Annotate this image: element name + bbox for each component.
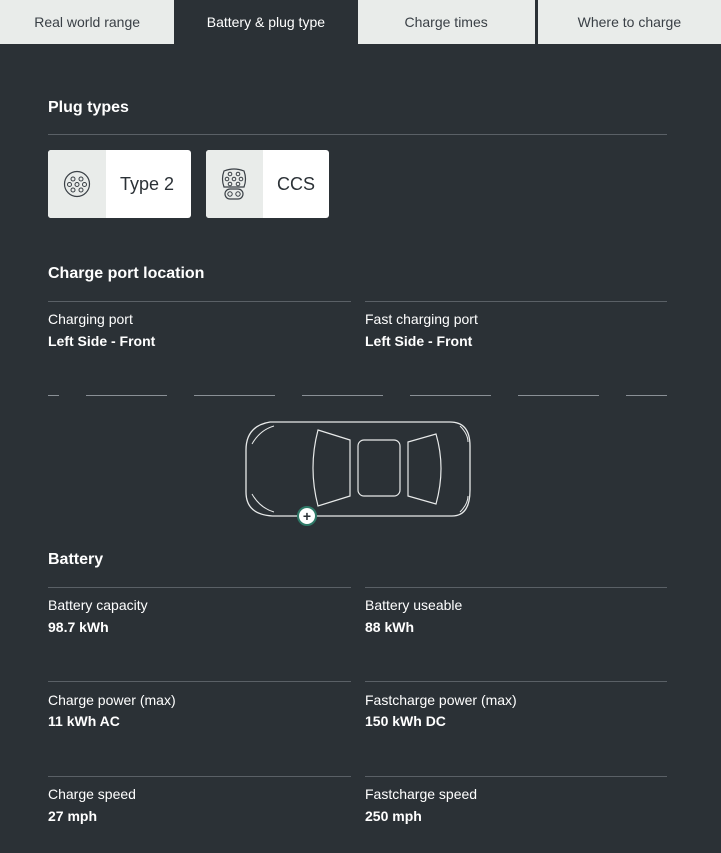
charge-port-marker-symbol: + — [302, 508, 312, 524]
divider — [48, 776, 351, 777]
charging-port-value: Left Side - Front — [48, 333, 156, 349]
battery-useable-label: Battery useable — [365, 597, 463, 613]
charge-power-value: 11 kWh AC — [48, 713, 120, 729]
tab-real-world-range[interactable]: Real world range — [0, 0, 174, 44]
plug-types-title: Plug types — [48, 99, 129, 116]
fastcharge-power-label: Fastcharge power (max) — [365, 692, 517, 708]
divider — [365, 776, 667, 777]
dash-segment — [518, 395, 599, 396]
fast-charging-port-label: Fast charging port — [365, 311, 478, 327]
car-top-view-diagram — [240, 416, 480, 536]
plug-label: CCS — [276, 173, 315, 194]
ccs-plug-icon — [206, 150, 263, 218]
charging-port-label: Charging port — [48, 311, 133, 327]
tab-where-to-charge[interactable]: Where to charge — [538, 0, 721, 44]
divider — [48, 587, 351, 588]
battery-title: Battery — [48, 551, 104, 568]
battery-capacity-value: 98.7 kWh — [48, 619, 109, 635]
dash-segment — [48, 395, 59, 396]
tab-bar — [0, 0, 721, 44]
dash-segment — [194, 395, 275, 396]
dash-segment — [86, 395, 167, 396]
divider — [365, 587, 667, 588]
plug-card-ccs — [206, 150, 329, 218]
tab-battery-plug-type[interactable]: Battery & plug type — [177, 0, 354, 44]
fast-charging-port-value: Left Side - Front — [365, 333, 473, 349]
dash-segment — [626, 395, 667, 396]
charge-port-title: Charge port location — [48, 265, 205, 282]
charge-power-label: Charge power (max) — [48, 692, 176, 708]
divider — [48, 301, 351, 302]
fastcharge-speed-label: Fastcharge speed — [365, 786, 478, 802]
plug-label: Type 2 — [120, 173, 175, 194]
charge-port-marker-icon — [297, 506, 317, 526]
divider — [365, 301, 667, 302]
divider — [48, 134, 667, 135]
battery-capacity-label: Battery capacity — [48, 597, 148, 613]
charge-speed-label: Charge speed — [48, 786, 136, 802]
divider — [365, 681, 667, 682]
battery-useable-value: 88 kWh — [365, 619, 415, 635]
divider — [48, 681, 351, 682]
dash-segment — [302, 395, 383, 396]
fastcharge-power-value: 150 kWh DC — [365, 713, 446, 729]
dash-segment — [410, 395, 491, 396]
fastcharge-speed-value: 250 mph — [365, 808, 422, 824]
tab-charge-times[interactable]: Charge times — [358, 0, 535, 44]
charge-speed-value: 27 mph — [48, 808, 98, 824]
type2-plug-icon — [48, 150, 106, 218]
plug-card-type2 — [48, 150, 191, 218]
